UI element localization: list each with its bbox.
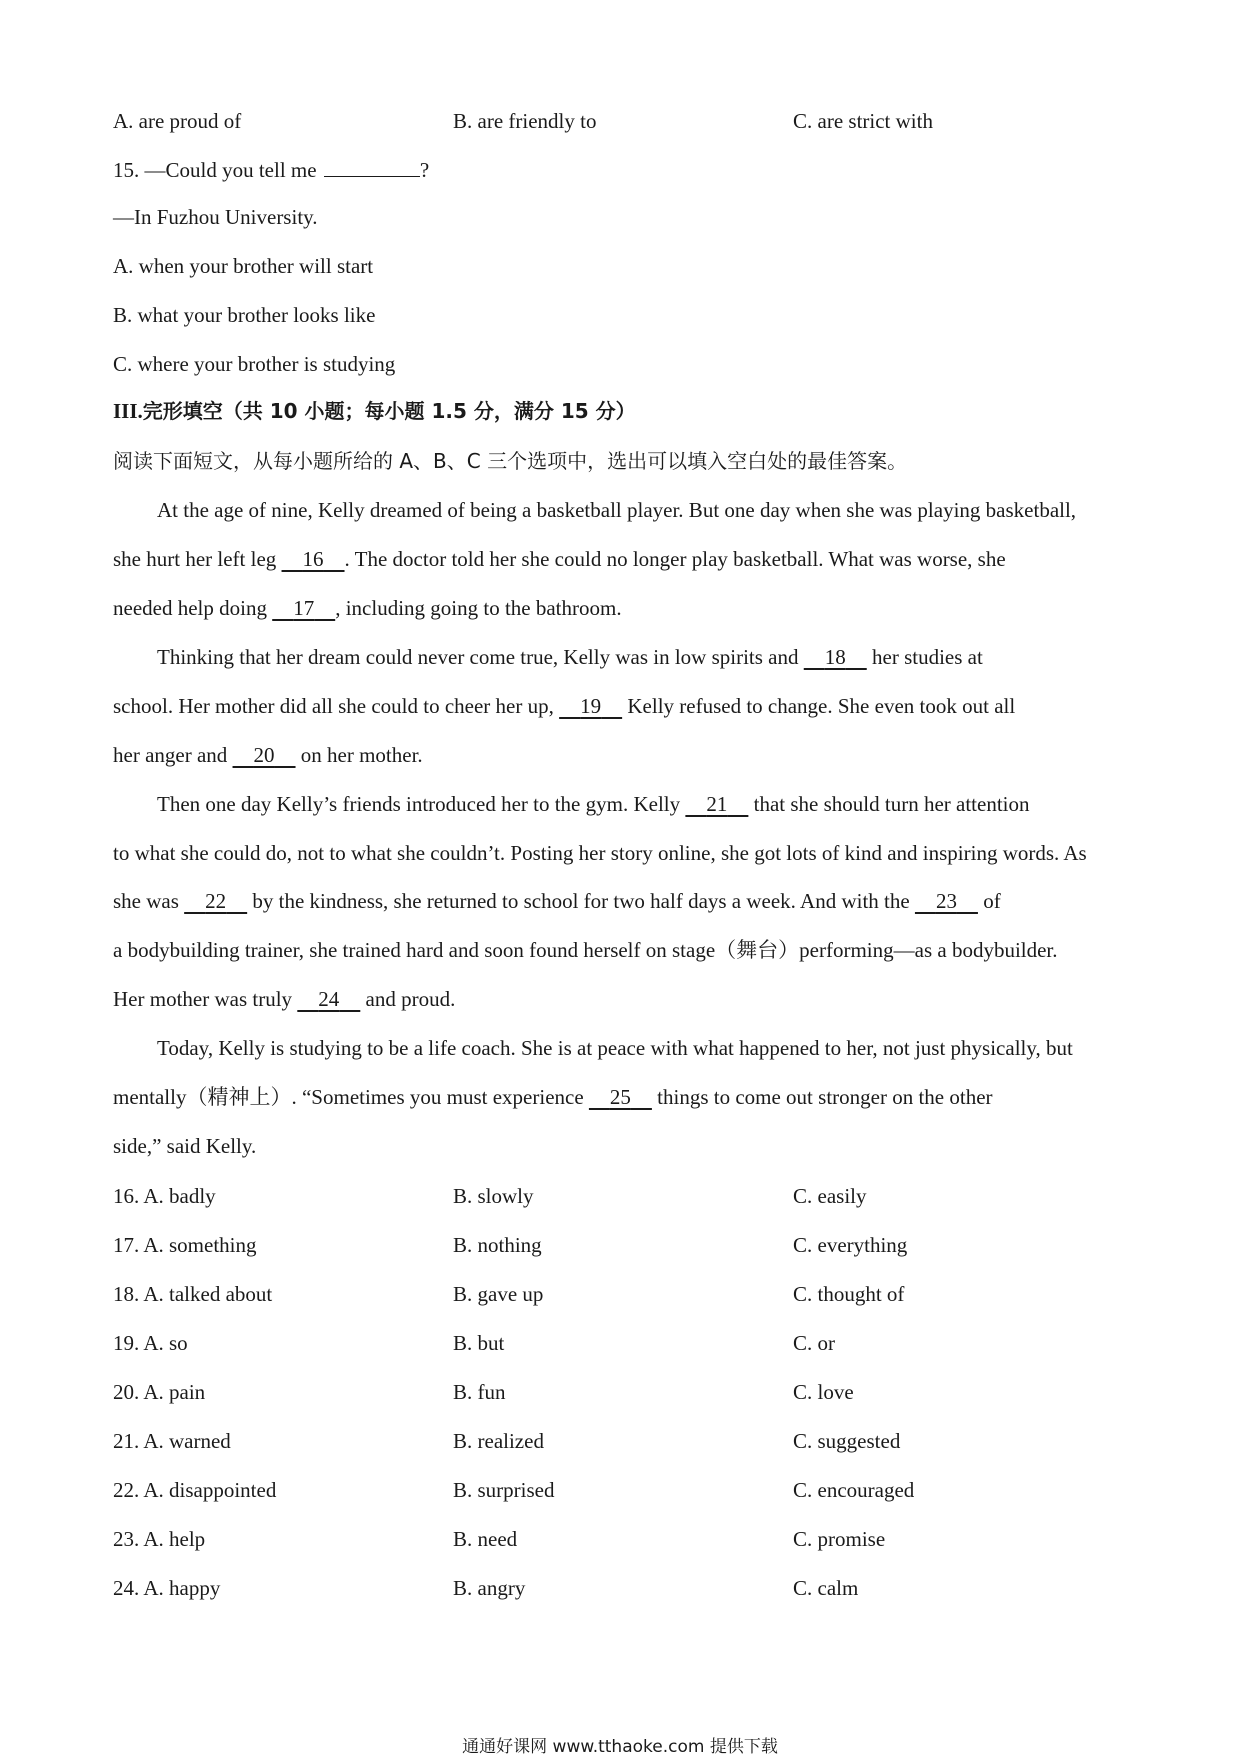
section-instruction: 阅读下面短文，从每小题所给的 A、B、C 三个选项中，选出可以填入空白处的最佳答案。 [113,449,908,473]
question-option-b: B. slowly [453,1184,534,1208]
question-option-b: B. nothing [453,1233,542,1257]
question-option-b: B. gave up [453,1282,544,1306]
passage-line: Today, Kelly is studying to be a life coach. She is at peace with what happened to her, not just physically, but [157,1036,1073,1060]
q15-option-a: A. when your brother will start [113,254,374,278]
question-row [113,1576,1133,1600]
question-option-a: 24. A. happy [113,1576,221,1600]
question-option-b: B. angry [453,1576,526,1600]
question-option-c: C. easily [793,1184,867,1208]
question-option-b: B. need [453,1527,518,1551]
question-row [113,1184,1133,1208]
blank-25: 25 [609,1085,631,1109]
question-option-a: 18. A. talked about [113,1282,273,1306]
question-option-c: C. or [793,1331,835,1355]
question-row [113,1478,1133,1502]
question-option-b: B. fun [453,1380,506,1404]
blank-24: 24 [318,987,340,1011]
question-option-a: 16. A. badly [113,1184,216,1208]
question-row [113,1380,1133,1404]
question-option-b: B. realized [453,1429,544,1453]
question-option-c: C. calm [793,1576,859,1600]
question-option-a: 17. A. something [113,1233,257,1257]
blank-17: 17 [293,596,315,620]
question-row [113,1282,1133,1306]
passage-line: At the age of nine, Kelly dreamed of being a basketball player. But one day when she was playing basketball, [157,498,1077,522]
question-row [113,1527,1133,1551]
passage-line: her anger and 20 on her mother. [113,743,423,767]
q14-option-a: A. are proud of [113,109,242,133]
q15-answer: —In Fuzhou University. [113,205,318,229]
blank-23: 23 [935,889,957,913]
question-row [113,1331,1133,1355]
question-option-b: B. surprised [453,1478,555,1502]
question-option-c: C. thought of [793,1282,905,1306]
passage-line: Her mother was truly 24 and proud. [113,987,456,1011]
passage-line: Then one day Kelly’s friends introduced her to the gym. Kelly 21 that she should turn her attention [157,792,1030,816]
question-option-c: C. promise [793,1527,886,1551]
question-option-c: C. encouraged [793,1478,915,1502]
question-option-a: 20. A. pain [113,1380,206,1404]
q14-option-b: B. are friendly to [453,109,597,133]
passage-line: Thinking that her dream could never come true, Kelly was in low spirits and 18 her studies at [157,645,983,669]
q15-option-b: B. what your brother looks like [113,303,376,327]
passage-line: school. Her mother did all she could to cheer her up, 19 Kelly refused to change. She even took out all [113,694,1016,718]
blank-20: 20 [253,743,275,767]
question-option-c: C. everything [793,1233,908,1257]
q15-stem: 15. —Could you tell me ? [113,158,430,182]
blank-21: 21 [706,792,728,816]
question-option-a: 23. A. help [113,1527,206,1551]
blank-22: 22 [205,889,227,913]
page-footer: 通通好课网 www.tthaoke.com 提供下载 [462,1737,778,1757]
q14-option-c: C. are strict with [793,109,933,133]
q15-option-c: C. where your brother is studying [113,352,396,376]
blank-19: 19 [580,694,602,718]
passage-line: she hurt her left leg 16 . The doctor told her she could no longer play basketball. What was worse, she [113,547,1006,571]
question-option-a: 22. A. disappointed [113,1478,277,1502]
question-row [113,1233,1133,1257]
question-option-a: 21. A. warned [113,1429,231,1453]
blank-18: 18 [824,645,846,669]
passage-line: needed help doing 17 , including going to the bathroom. [113,596,622,620]
question-option-b: B. but [453,1331,505,1355]
passage-line: mentally（精神上）. “Sometimes you must experience 25 things to come out stronger on the other [113,1085,993,1109]
q15-blank [324,158,420,177]
question-option-c: C. suggested [793,1429,901,1453]
question-option-c: C. love [793,1380,854,1404]
passage-line: she was 22 by the kindness, she returned to school for two half days a week. And with the 23 of [113,889,1001,913]
passage-line: side,” said Kelly. [113,1134,257,1158]
blank-16: 16 [302,547,324,571]
q14-options [113,109,1133,133]
section-title: III.完形填空（共 10 小题；每小题 1.5 分，满分 15 分） [113,399,636,423]
passage-line: a bodybuilding trainer, she trained hard and soon found herself on stage（舞台）performing—as a bodybuilder. [113,938,1058,962]
question-option-a: 19. A. so [113,1331,188,1355]
passage-line: to what she could do, not to what she couldn’t. Posting her story online, she got lots of kind and inspiring words. As [113,841,1087,865]
question-row [113,1429,1133,1453]
